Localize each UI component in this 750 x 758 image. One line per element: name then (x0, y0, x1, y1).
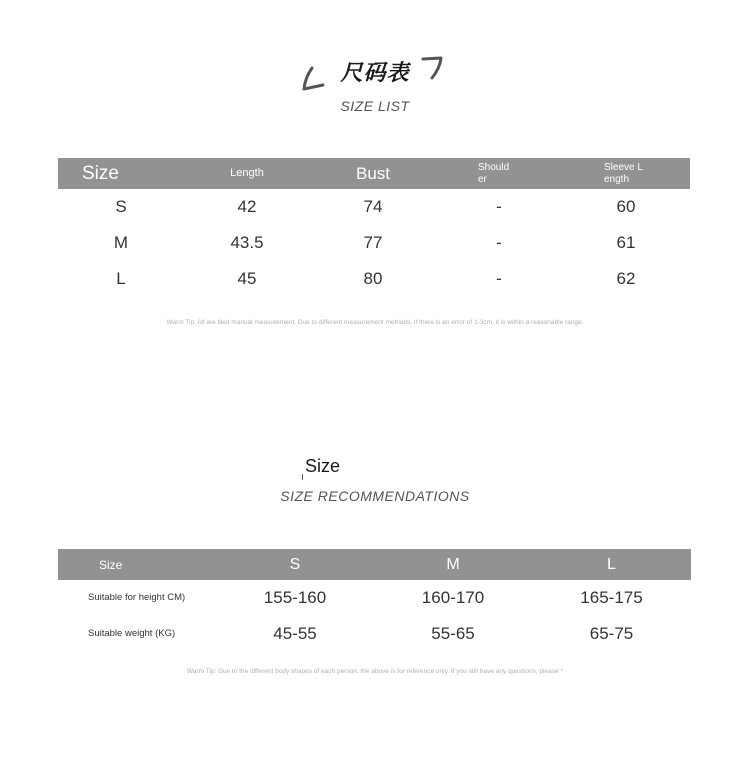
cell-height-l: 165-175 (580, 588, 643, 607)
cell-weight-m: 55-65 (431, 624, 475, 643)
header-shoulder-line2: er (478, 173, 487, 185)
cell-size: M (113, 233, 129, 252)
table-row (58, 189, 690, 225)
size-list-table (58, 158, 690, 297)
size-recommendation-table (58, 549, 691, 652)
header-shoulder (436, 162, 562, 185)
header-sleeve-length (562, 162, 690, 185)
table-row (58, 225, 690, 261)
header-bust: Bust (355, 165, 391, 182)
table-row (58, 261, 690, 297)
cell-shoulder: - (496, 197, 502, 216)
cell-size: S (115, 197, 127, 216)
table-header-row (58, 549, 691, 580)
cell-sleeve-length: 60 (616, 197, 636, 216)
header-size-l: L (607, 556, 616, 573)
size-recommendation-title: Size (305, 456, 341, 476)
size-list-subtitle: SIZE LIST (340, 98, 410, 114)
header-size-s: S (289, 556, 301, 573)
size-recommendations-subtitle: SIZE RECOMMENDATIONS (280, 488, 470, 504)
cell-bust: 77 (363, 233, 383, 252)
table-row (58, 580, 691, 616)
cell-height-s: 155-160 (263, 588, 327, 607)
cell-height-m: 160-170 (421, 588, 485, 607)
right-bracket-decoration-icon (418, 54, 446, 82)
size-chart-title: 尺码表 (340, 61, 410, 86)
measurement-tip: Warm Tip: All are tiled manual measurement. Due to different measurement methods, if there is an error of 1-3cm, it is within a reasonable range. (166, 319, 584, 326)
header-size: Size (99, 558, 123, 571)
cell-bust: 74 (363, 197, 383, 216)
title-tick-mark (302, 474, 303, 480)
header-sleeve-line2: ength (604, 173, 630, 185)
cell-length: 42 (237, 197, 257, 216)
cell-length: 43.5 (230, 233, 264, 252)
table-header-row (58, 158, 690, 189)
header-sleeve-line1: Sleeve L (604, 162, 643, 173)
cell-sleeve-length: 62 (616, 269, 636, 288)
table-row (58, 616, 691, 652)
reference-tip: Warm Tip: Due to the different body shapes of each person, the above is for reference only. If you still have any questions, please * (186, 668, 563, 675)
row-label-weight: Suitable weight (KG) (88, 628, 176, 640)
cell-size: L (116, 269, 126, 288)
cell-bust: 80 (363, 269, 383, 288)
row-label-height: Suitable for height CM) (88, 592, 186, 604)
header-size-m: M (446, 556, 460, 573)
cell-weight-s: 45-55 (273, 624, 317, 643)
cell-weight-l: 65-75 (589, 624, 634, 643)
header-shoulder-line1: Should (478, 162, 510, 173)
cell-sleeve-length: 61 (616, 233, 636, 252)
cell-shoulder: - (496, 269, 502, 288)
cell-length: 45 (237, 269, 257, 288)
cell-shoulder: - (496, 233, 502, 252)
header-size: Size (82, 164, 119, 183)
header-length: Length (230, 168, 264, 179)
